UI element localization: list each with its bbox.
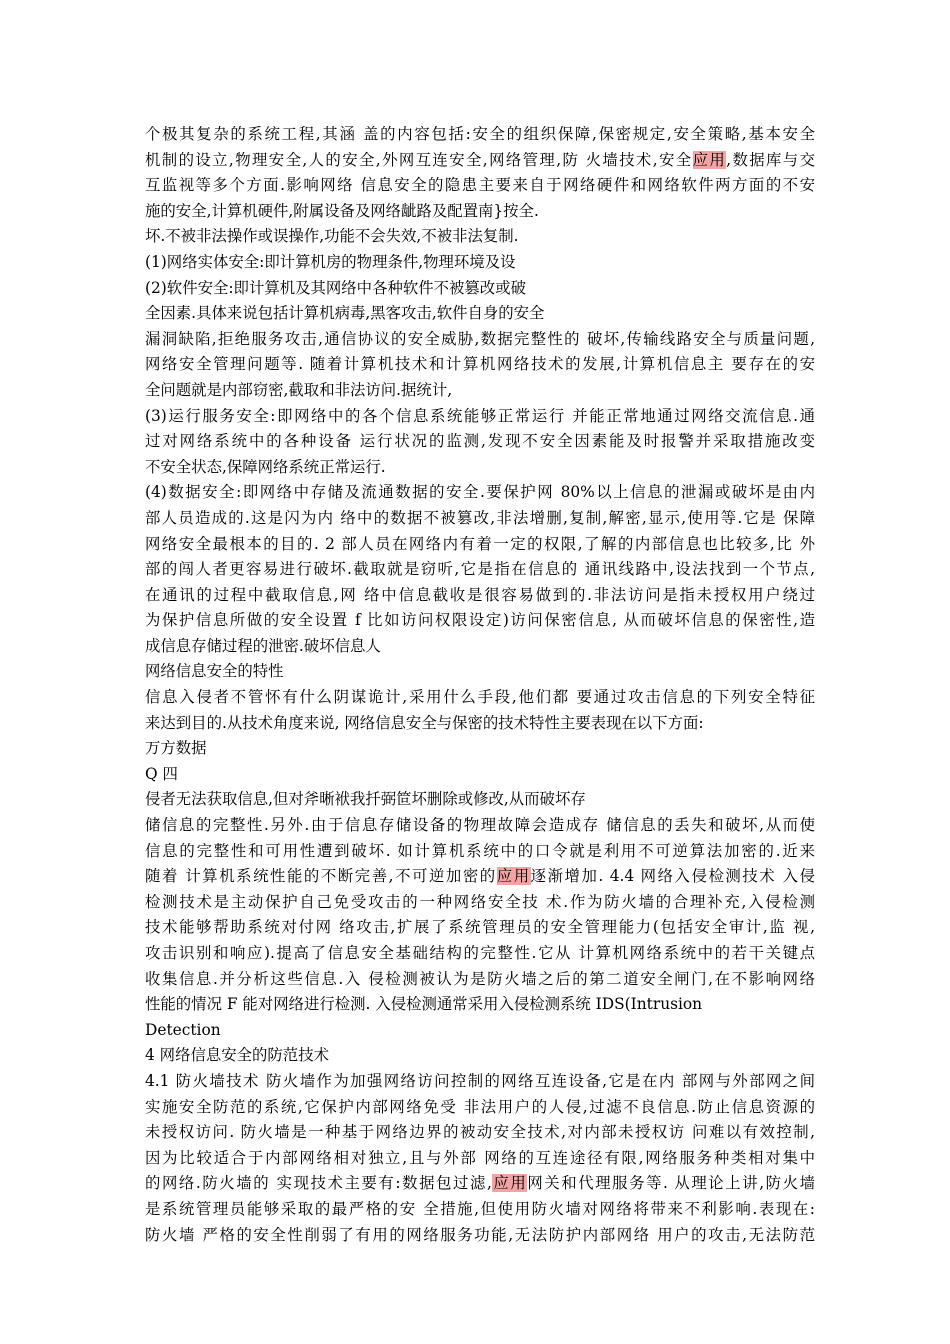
- text-line: 为保护信息所做的安全设置 f 比如访问权限设定)访问保密信息, 从而破坏信息的保密性,造: [145, 611, 815, 630]
- text-line: 4.1 防火墙技术 防火墙作为加强网络访问控制的网络互连设备,它是在内 部网与外部网之间: [145, 1071, 815, 1090]
- text-line: 防火墙 严格的安全性削弱了有用的网络服务功能,无法防护内部网络 用户的攻击,无法防范: [145, 1225, 815, 1244]
- text-line: 网络信息安全的特性: [145, 662, 284, 681]
- text-line: [145, 864, 815, 890]
- text-line: 4 网络信息安全的防范技术: [145, 1046, 329, 1065]
- text-segment: 网关和代理服务等. 从理论上讲,防火墙: [527, 1174, 815, 1193]
- text-line: 是系统管理员能够采取的最严格的安 全措施,但使用防火墙对网络将带来不利影响.表现在:: [145, 1199, 815, 1218]
- text-line: 不安全状态,保障网络系统正常运行.: [145, 457, 386, 476]
- text-line: 部的闯人者更容易进行破坏.截取就是窃听,它是指在信息的 通讯线路中,设法找到一个节点,: [145, 560, 815, 579]
- text-line: 实施安全防范的系统,它保护内部网络免受 非法用户的人侵,过滤不良信息.防止信息资源的: [145, 1097, 815, 1116]
- text-line: Q 四: [145, 764, 178, 783]
- text-segment: 逐渐增加. 4.4 网络入侵检测技术 入侵: [530, 867, 815, 886]
- text-line: 信息的完整性和可用性遭到破坏. 如计算机系统中的口令就是利用不可逆算法加密的.近来: [145, 841, 815, 860]
- text-line: 互监视等多个方面.影响网络 信息安全的隐患主要来自于网络硬件和网络软件两方面的不安: [145, 176, 815, 195]
- text-line: [145, 148, 815, 174]
- text-line: [145, 1171, 815, 1197]
- text-line: 未授权访问. 防火墙是一种基于网络边界的被动安全技术,对内部未授权访 问难以有效控制,: [145, 1123, 815, 1142]
- text-line: 施的安全,计算机硬件,附属设备及网络龇路及配置南}按全.: [145, 201, 539, 220]
- text-line: (3)运行服务安全:即网络中的各个信息系统能够正常运行 并能正常地通过网络交流信息.通: [145, 406, 815, 425]
- text-line: 全因素.具体来说包括计算机病毒,黑客攻击,软件自身的安全: [145, 304, 545, 323]
- text-line: 成信息存储过程的泄密.破坏信息人: [145, 636, 381, 655]
- highlighted-term: 应用: [491, 1174, 528, 1193]
- text-segment: 机制的设立,物理安全,人的安全,外网互连安全,网络管理,防 火墙技术,安全: [145, 150, 693, 169]
- text-line: 部人员造成的.这是闪为内 络中的数据不被篡改,非法增删,复制,解密,显示,使用等.它是 保障: [145, 508, 815, 527]
- text-segment: ,数据库与交: [726, 150, 815, 169]
- text-line: 攻击识别和响应).提高了信息安全基础结构的完整性.它从 计算机网络系统中的若干关键点: [145, 944, 815, 962]
- text-line: 网络安全管理问题等. 随着计算机技术和计算机网络技术的发展,计算机信息主 要存在的安: [145, 355, 815, 374]
- highlighted-term: 应用: [692, 150, 727, 169]
- document-body: [145, 122, 815, 1248]
- text-line: 坏.不被非法操作或误操作,功能不会失效,不被非法复制.: [145, 227, 519, 246]
- text-line: Detection: [145, 1020, 221, 1039]
- text-line: 侵者无法获取信息,但对斧晰袱我扦弼笸坏删除或修改,从而破坏存: [145, 790, 586, 809]
- text-line: 网络安全最根本的目的. 2 部人员在网络内有着一定的权限,了解的内部信息也比较多,比 外: [145, 534, 815, 553]
- text-line: 漏洞缺陷,拒绝服务攻击,通信协议的安全威胁,数据完整性的 破坏,传输线路安全与质量问题,: [145, 329, 815, 348]
- text-line: 信息入侵者不管怀有什么阴谋诡计,采用什么手段,他们都 要通过攻击信息的下列安全特征: [145, 688, 815, 707]
- text-line: 储信息的完整性.另外.由于信息存储设备的物理故障会造成存 储信息的丢失和破坏,从而使: [145, 816, 815, 835]
- text-line: 在通讯的过程中截取信息,网 络中信息截收是很容易做到的.非法访问是指未授权用户绕过: [145, 585, 815, 604]
- highlighted-term: 应用: [496, 867, 531, 886]
- text-line: 收集信息.并分析这些信息.入 侵检测被认为是防火墙之后的第二道安全闸门,在不影响网络: [145, 969, 815, 988]
- text-segment: 随着 计算机系统性能的不断完善,不可逆加密的: [145, 867, 497, 886]
- text-segment: 的网络.防火墙的 实现技术主要有:数据包过滤,: [145, 1174, 492, 1193]
- text-line: 全问题就是内部窃密,截取和非法访问.据统计,: [145, 380, 453, 399]
- text-line: 性能的情况 F 能对网络进行检测. 入侵检测通常采用入侵检测系统 IDS(Intrusion: [145, 995, 703, 1014]
- text-line: (2)软件安全:即计算机及其网络中各种软件不被篡改或破: [145, 278, 526, 297]
- text-line: 个极其复杂的系统工程,其涵 盖的内容包括:安全的组织保障,保密规定,安全策略,基本安全: [145, 125, 815, 143]
- text-line: (4)数据安全:即网络中存储及流通数据的安全.要保护网 80%以上信息的泄漏或破坏是由内: [145, 483, 815, 502]
- text-line: 过对网络系统中的各种设备 运行状况的监测,发现不安全因素能及时报警并采取措施改变: [145, 432, 815, 451]
- text-line: 来达到目的.从技术角度来说, 网络信息安全与保密的技术特性主要表现在以下方面:: [145, 713, 704, 732]
- text-line: 技术能够帮助系统对付网 络攻击,扩展了系统管理员的安全管理能力(包括安全审计,监 视,: [145, 918, 815, 937]
- text-line: 万方数据: [145, 739, 207, 758]
- text-line: 因为比较适合于内部网络相对独立,且与外部 网络的互连途径有限,网络服务种类相对集中: [145, 1148, 815, 1167]
- text-line: (1)网络实体安全:即计算机房的物理条件,物理环境及设: [145, 252, 516, 271]
- text-line: 检测技术是主动保护自己免受攻击的一种网络安全技 术.作为防火墙的合理补充,入侵检测: [145, 892, 815, 911]
